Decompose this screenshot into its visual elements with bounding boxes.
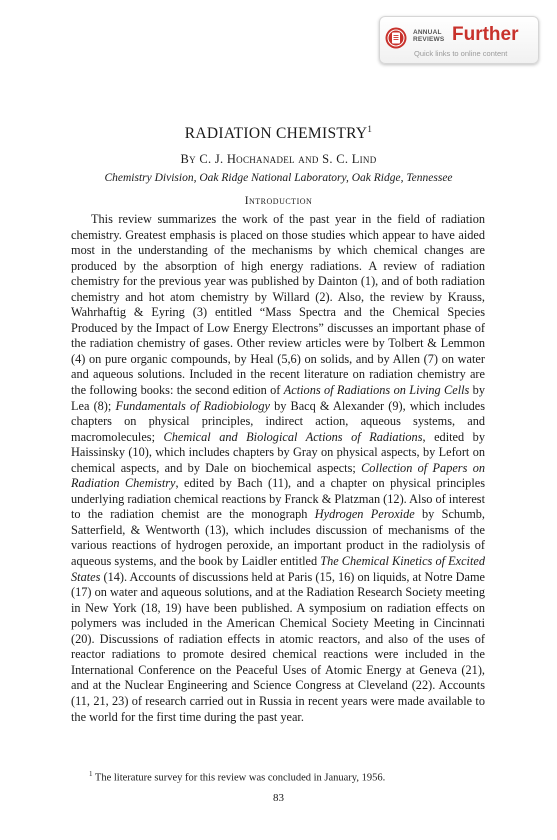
annual-reviews-further-badge[interactable] <box>379 16 539 64</box>
body-text: , edited by Haissinsky (10), which includes chapters by Gray on physical aspects, by Lefort on chemical aspects, and by Dale on biochemical aspects; <box>71 429 485 475</box>
body-text: by Bacq & Alexander (9), which includes chapters on physical principles, indirect action, aqueous systems, and macromolecules; <box>71 398 485 444</box>
badge-subtitle: Quick links to online content <box>414 49 508 58</box>
body-italic: Chemical and Biological Actions of Radiations <box>163 429 423 444</box>
badge-annual-text: ANNUAL <box>413 29 442 36</box>
body-text: (14). Accounts of discussions held at Paris (15, 16) on liquids, at Notre Dame (17) on water and aqueous solutions, and at the Radiation Research Society meeting in New York (18, 19) have been published. A symposium on radiation effects on polymers was included in the American Chemical Society Meeting in Cincinnati (20). Discussions of radiation effects in atomic reactors, and also of the uses of reactor radiations to promote desired chemical reactions were included in the International Conference on the Peaceful Uses of Atomic Energy at Geneva (21), and at the Nuclear Engineering and Science Congress at Cleveland (22). Accounts (11, 21, 23) of research carried out in Russia in recent years were made available to the world for the first time during the past year. <box>71 569 485 724</box>
article-title <box>0 124 557 143</box>
footnote-text: The literature survey for this review was concluded in January, 1956. <box>92 772 386 784</box>
badge-reviews-text: REVIEWS <box>413 36 445 43</box>
body-italic: The Chemical Kinetics of Excited States <box>71 554 485 584</box>
footnote-mark: 1 <box>89 770 93 778</box>
body-text: This review summarizes the work of the past year in the field of radiation chemistry. Greatest emphasis is placed on those studies which appear to have aided most in the understanding of the mechanisms by which chemical changes are produced by the absorption of high energy radiations. A review of radiation chemistry for the previous year was published by Dainton (1), and of both radiation chemistry and hot atom chemistry by Willard (2). Also, the review by Krauss, Wahrhaftig & Eyring (3) entitled “Mass Spectra and the Chemical Species Produced by the Impact of Low Energy Electrons” discusses an important phase of the radiation chemistry of gases. Other review articles were by Tolbert & Lemmon (4) on pure organic compounds, by Heal (5,6) on solids, and by Allen (7) on water and aqueous solutions. Included in the recent literature on radiation chemistry are the following books: the second edition of <box>71 212 485 398</box>
footnote <box>89 770 385 784</box>
section-heading: Introduction <box>244 195 313 207</box>
page-number: 83 <box>273 792 284 804</box>
body-italic: Hydrogen Peroxide <box>314 507 415 522</box>
title-footnote-mark: 1 <box>367 124 373 134</box>
authors: By C. J. Hochanadel and S. C. Lind <box>180 152 377 166</box>
body-text: , edited by Bach (11), and a chapter on physical principles underlying radiation chemical reactions by Franck & Platzman (12). Also of interest to the radiation chemist are the monograph <box>71 476 485 522</box>
body-italic: Collection of Papers on Radiation Chemistry <box>71 460 485 491</box>
body-italic: Actions of Radiations on Living Cells <box>283 383 470 398</box>
badge-publisher <box>413 29 445 43</box>
body-text: by Schumb, Satterfield, & Wentworth (13), which includes discussion of mechanisms of the various reactions of hydrogen peroxide, an important product in the radiolysis of aqueous systems, and the book by Laidler entitled <box>71 507 485 569</box>
further-logo-icon <box>385 27 407 49</box>
body-italic: Fundamentals of Radiobiology <box>115 398 270 413</box>
body-text: by Lea (8); <box>71 383 485 413</box>
article-title-text: RADIATION CHEMISTRY <box>184 125 368 143</box>
badge-further-text: Further <box>452 24 519 45</box>
affiliation: Chemistry Division, Oak Ridge National Laboratory, Oak Ridge, Tennessee <box>104 172 453 184</box>
body-paragraph <box>71 212 485 725</box>
